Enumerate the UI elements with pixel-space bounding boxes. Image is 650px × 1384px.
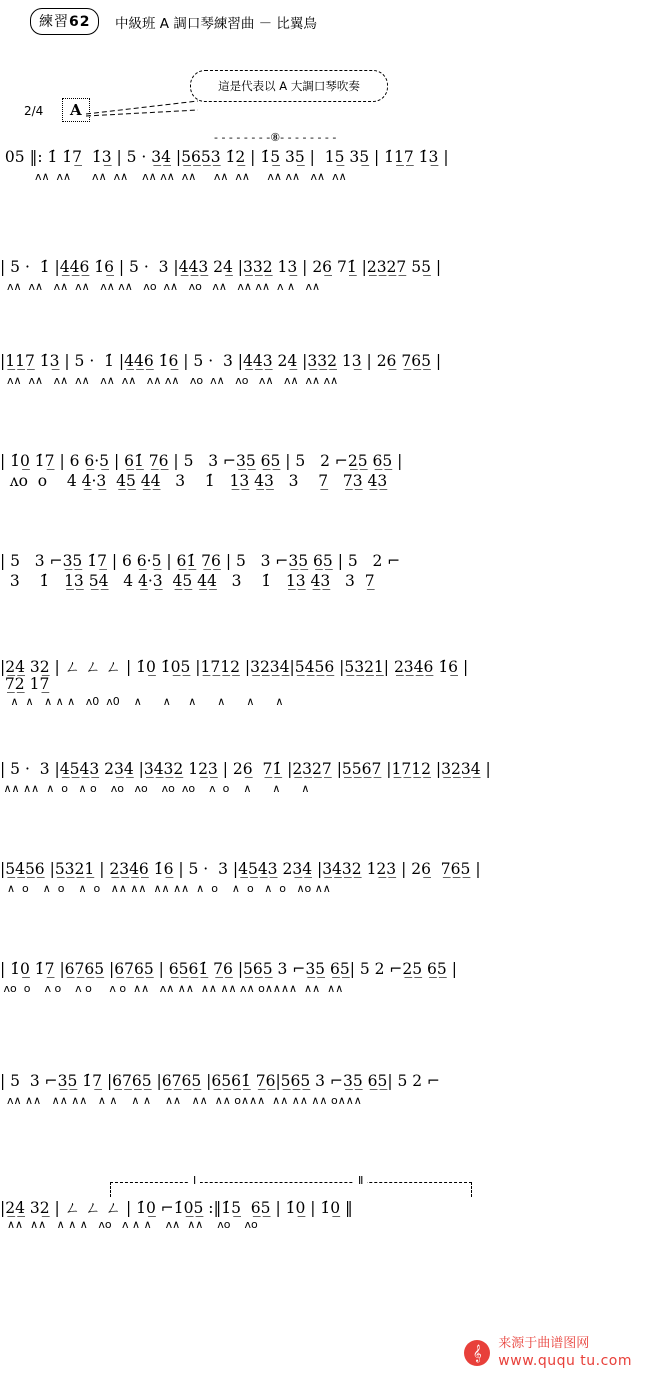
treble-clef-icon: 𝄞 (464, 1340, 490, 1366)
note-line: | 5 · 1̇ |4̲4̲6̲ 1̇6̲ | 5 · 3 |4̲4̲3̲ 24̲ |3̲3̲2̲ 13̲ | 26̲ 71̲̇ |2̲3̲2̲7̲ 55̲ | (0, 258, 442, 276)
badge-number: 62 (69, 14, 91, 30)
note-line: | 5 · 3 |4̲5̲4̲3̲ 23̲4̲ |3̲4̲3̲2̲ 12̲3̲ | 26̲ 7̲1̲̇ |2̲3̲2̲7̲ |5̲5̲6̲7̲ |1̲7̲1̲2̲ |3̲2̲3̲4̲ | (0, 760, 491, 778)
note-line: |2̲4̲ 32̲ | ㄥ ㄥ ㄥ | 1̇0̲ 1̇0̲5̲ |1̲7̲1̲2̲ |3̲2̲3̲4̲|5̲4̲5̲6̲ |5̲3̲2̲1̲| 2̲3̲4̲6̲ 1̇6̲ | (0, 658, 469, 676)
breath-mark-line: ʌ∧ ∧∧ ∧∧ ∧∧ ∧ ∧ ∧ ∧ ∧∧ ∧∧ ∧∧ o∧∧∧ ∧∧ ∧∧ ∧∧ o∧∧∧ (0, 1094, 362, 1107)
note-line: |1̲1̲7̲ 1̇3̲ | 5 · 1̇ |4̲4̲6̲ 1̇6̲ | 5 · 3 |4̲4̲3̲ 24̲ |3̲3̲2̲ 13̲ | 26̲ 7̲6̲5̲ | (0, 352, 442, 370)
breath-mark-line: ʌo o ʌ o ʌ o ʌ o ∧∧ ʌ∧ ∧∧ ∧∧ ∧∧ ʌ∧ o∧∧∧∧ ∧∧ ∧∧ (0, 982, 344, 995)
breath-mark-line: ʌ∧ ʌ∧ ʌ∧ ʌ∧ ʌ∧ ʌ∧ ʌo ʌ∧ ʌo ʌ∧ ʌ∧ ʌ∧ ʌ ∧ ʌ∧ (0, 280, 321, 293)
exercise-badge (30, 8, 99, 35)
watermark-line-2: www.ququ tu.com (498, 1352, 632, 1369)
note-line: | 5 3 ⌐3̲5̲ 1̇7̲ | 6 6̲·5̲ | 6̲1̲̇ 7̲6̲ | 5 3 ⌐3̲5̲ 6̲5̲ | 5 2 ⌐ (0, 552, 401, 570)
note-line: | 1̇0̲ 1̇7̲ | 6 6̲·5̲ | 6̲1̲̇ 7̲6̲ | 5 3 ⌐3̲5̲ 6̲5̲ | 5 2 ⌐2̲5̲ 6̲5̲ | (0, 452, 403, 470)
harmony-line: ʌo o 4 4̲·3̲ 4̲5̲ 4̲4̲ 3 1̇ 1̲3̲ 4̲3̲ 3 7̲ 7̲3̲ 4̲3̲ (0, 472, 388, 490)
key-signature-box: A (62, 98, 90, 122)
note-line: |2̲4̲ 32̲ | ㄥ ㄥ ㄥ | 1̇0̲ ⌐1̇0̲5̲ :‖1̇5̲ 6̲5̲ | 1̇0̲ | 1̇0̲ ‖ (0, 1199, 353, 1217)
note-line: | 5 3 ⌐3̲5̲ 1̇7̲ |6̲7̲6̲5̲ |6̲7̲6̲5̲ |6̲5̲6̲1̲̇ 7̲6̲|5̲6̲5̲ 3 ⌐3̲5̲ 6̲5̲| 5 2 ⌐ (0, 1072, 441, 1090)
breath-mark-line: ∧ o ∧ o ∧ o ∧∧ ∧∧ ∧∧ ∧∧ ∧ o ∧ o ∧ o ∧o ∧∧ (0, 882, 331, 895)
site-watermark (464, 1336, 632, 1370)
breath-mark-line: ʌ∧ ʌ∧ ʌ∧ ʌ∧ ʌ∧ ʌ∧ ʌ∧ ʌ∧ ʌ∧ ʌ∧ ʌ∧ ʌ∧ ʌ∧ (0, 170, 347, 183)
volta-bracket (110, 1174, 472, 1197)
volta-1-label: Ⅰ (189, 1174, 200, 1187)
callout-text: 這是代表以 A 大調口琴吹奏 (218, 79, 360, 93)
time-signature: 2/4 (24, 104, 44, 118)
phrase-mark-8: - - - - - - - -⑧- - - - - - - - (214, 131, 337, 144)
breath-mark-line: ∧∧ ∧∧ ∧ o ∧ o ʌo ʌo ʌo ʌo ʌ o ∧ ∧ ∧ (0, 782, 310, 795)
breath-mark-line: ∧∧ ∧∧ ∧ ∧ ∧ ʌo ʌ ∧ ∧ ʌ∧ ∧∧ ʌo ʌo (0, 1218, 258, 1231)
note-line: | 1̇0̲ 1̇7̲ |6̲7̲6̲5̲ |6̲7̲6̲5̲ | 6̲5̲6̲1̲̇ 7̲6̲ |5̲6̲5̲ 3 ⌐3̲5̲ 6̲5̲| 5 2 ⌐2̲5̲ 6̲5̲ | (0, 960, 457, 978)
harmony-line: 3 1̇ 1̲3̲ 5̲4̲ 4 4̲·3̲ 4̲5̲ 4̲4̲ 3 1̇ 1̲3̲ 4̲3̲ 3 7̲ (0, 572, 375, 590)
volta-2-label: Ⅱ (354, 1174, 367, 1187)
callout-leader-line (86, 100, 198, 118)
harmony-line: 7̲2̲ 17̲ (0, 675, 316, 693)
note-line: 05 ‖: 1̇ 1̇7̲ 1̇3̲ | 5 · 3̲4̲ |5̲6̲5̲3̲ 1̇2̲ | 1̇5̲ 35̲ | 15̲ 35̲ | 1̇1̲7̲ 1̇3̲ | (0, 148, 449, 166)
breath-mark-line: ∧ ∧ ∧ ∧ ∧ ʌ0 ʌ0 ∧ ∧ ∧ ∧ ∧ ∧ (0, 695, 284, 708)
note-line: |5̲4̲5̲6̲ |5̲3̲2̲1̲ | 2̲3̲4̲6̲ 1̇6̲ | 5 · 3 |4̲5̲4̲3̲ 23̲4̲ |3̲4̲3̲2̲ 12̲3̲ | 26̲ 7̲6̲5̲ | (0, 860, 481, 878)
annotation-callout (190, 70, 388, 102)
badge-label: 練習 (39, 14, 69, 30)
breath-mark-line: ʌ∧ ʌ∧ ʌ∧ ʌ∧ ʌ∧ ʌ∧ ʌ∧ ʌ∧ ʌo ʌ∧ ʌo ʌ∧ ʌ∧ ʌ∧ ʌ∧ (0, 374, 339, 387)
watermark-line-1: 来源于曲谱图网 (498, 1336, 590, 1352)
page-title: 中級班 A 調口琴練習曲 － 比翼鳥 (115, 16, 317, 32)
document-header (0, 0, 650, 44)
